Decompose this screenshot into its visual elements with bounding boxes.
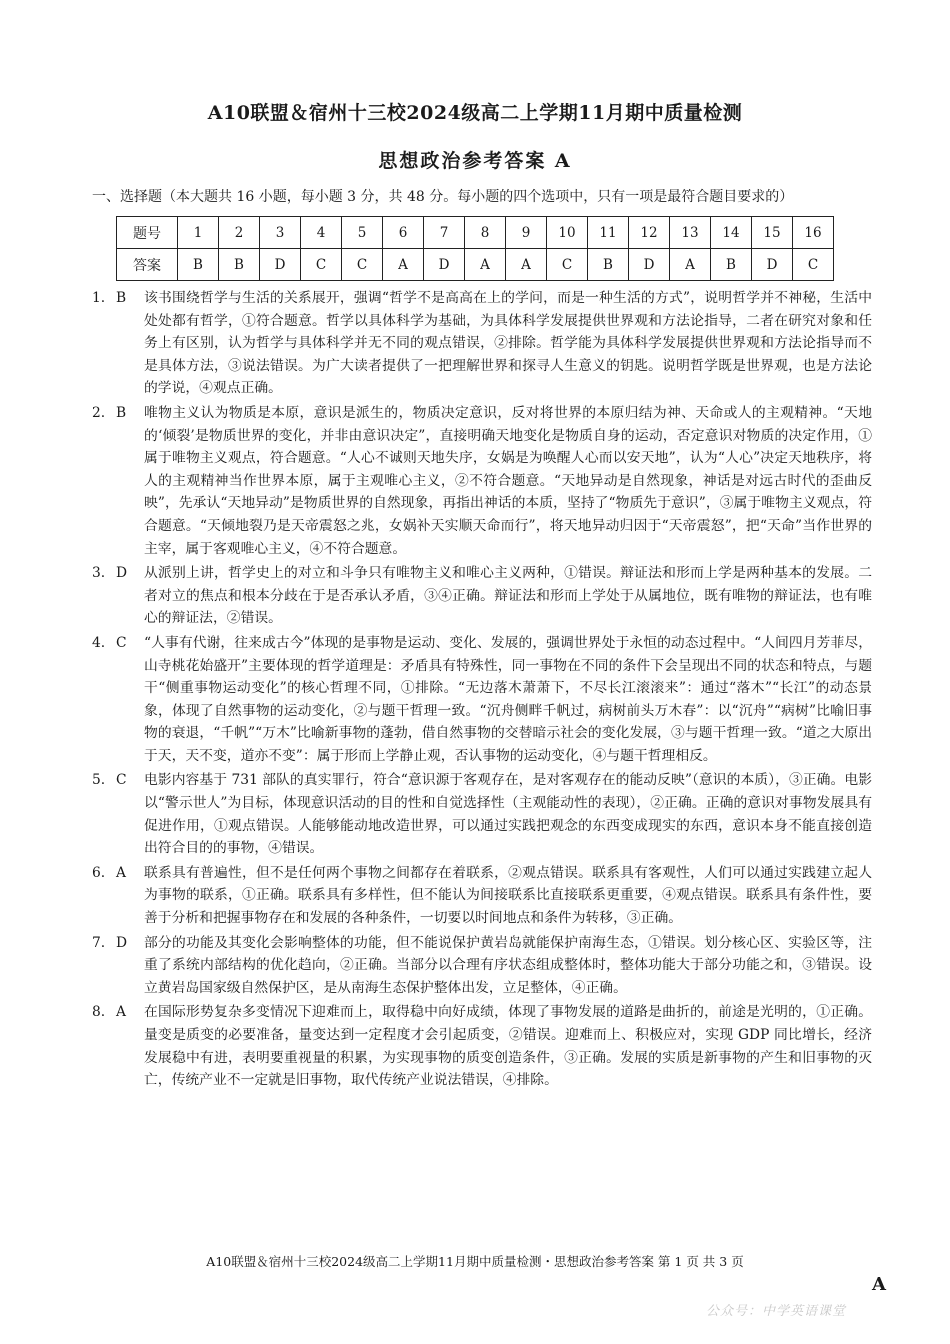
item-number: 4. — [92, 634, 106, 651]
answer-table-answer-row — [117, 249, 834, 281]
question-number-cell: 13 — [670, 217, 711, 249]
explanation-item — [92, 862, 872, 930]
answer-cell: D — [260, 249, 301, 281]
answer-cell: C — [301, 249, 342, 281]
question-number-cell: 12 — [629, 217, 670, 249]
item-number: 6. — [92, 864, 106, 881]
item-explanation-text: 在国际形势复杂多变情况下迎难而上，取得稳中向好成绩，体现了事物发展的道路是曲折的，前途是光明的，①正确。量变是质变的必要准备，量变达到一定程度才会引起质变，②错误。迎难而上、积极应对，实现 GDP 同比增长，经济发展稳中有进，表明要重视量的积累，为实现事物的质变创造条件，③正确。发展的实质是新事物的产生和旧事物的灭亡，传统产业不一定就是旧事物，取代传统产业说法错误，④排除。 — [144, 1004, 872, 1089]
explanation-item — [92, 402, 872, 560]
page-footer: A10联盟＆宿州十三校2024级高二上学期11月期中质量检测・思想政治参考答案 第 1 页 共 3 页 — [206, 1254, 744, 1269]
question-number-cell: 14 — [711, 217, 752, 249]
answer-cell: B — [178, 249, 219, 281]
explanation-list — [92, 287, 872, 1094]
answer-cell: A — [506, 249, 547, 281]
question-number-cell: 2 — [219, 217, 260, 249]
item-answer-key: C — [116, 772, 127, 789]
item-answer-key: B — [116, 290, 127, 306]
item-number: 5. — [92, 772, 106, 789]
document-title: A10联盟＆宿州十三校2024级高二上学期11月期中质量检测 — [207, 102, 743, 124]
item-explanation-text: 电影内容基于 731 部队的真实罪行，符合“意识源于客观存在，是对客观存在的能动反映”（意识的本质），③正确。电影以“警示世人”为目标，体现意识活动的目的性和自觉选择性（主观能动性的表现），②正确。正确的意识对事物发展具有促进作用，①观点错误。人能够能动地改造世界，可以通过实践把观念的东西变成现实的东西，意识本身不能直接创造出符合目的的事物，④错误。 — [144, 772, 872, 857]
explanation-item — [92, 932, 872, 1000]
item-answer-key: D — [116, 934, 128, 951]
answer-cell: B — [588, 249, 629, 281]
item-answer-key: D — [116, 565, 128, 582]
explanation-item — [92, 562, 872, 630]
version-mark: A — [872, 1274, 886, 1295]
answer-cell: A — [670, 249, 711, 281]
item-number: 3. — [92, 565, 106, 582]
question-number-cell: 8 — [465, 217, 506, 249]
answer-cell: A — [383, 249, 424, 281]
item-answer-key: A — [116, 1004, 126, 1021]
question-number-cell: 7 — [424, 217, 465, 249]
answer-cell: C — [547, 249, 588, 281]
explanation-item — [92, 769, 872, 859]
item-explanation-text: “人事有代谢，往来成古今”体现的是事物是运动、变化、发展的，强调世界处于永恒的动态过程中。“人间四月芳菲尽，山寺桃花始盛开”主要体现的哲学道理是：矛盾具有特殊性，同一事物在不同的条件下会呈现出不同的状态和特点，与题干“侧重事物运动变化”的核心哲理不同，①排除。“无边落木萧萧下，不尽长江滚滚来”：通过“落木”“长江”的动态景象，体现了自然事物的运动变化，②与题干哲理一致。“沉舟侧畔千帆过，病树前头万木春”：以“沉舟”“病树”比喻旧事物的衰退，“千帆”“万木”比喻新事物的蓬勃，借自然事物的交替暗示社会的变化发展，③与题干哲理一致。“道之大原出于天，天不变，道亦不变”：属于形而上学静止观，否认事物的运动变化，④与题干哲理相反。 — [144, 634, 872, 764]
answer-cell: D — [629, 249, 670, 281]
document-subtitle: 思想政治参考答案 A — [378, 150, 572, 172]
answer-cell: C — [342, 249, 383, 281]
answer-table — [116, 216, 834, 281]
question-number-cell: 3 — [260, 217, 301, 249]
answer-cell: B — [711, 249, 752, 281]
watermark: 公众号：中学英语课堂 — [706, 1304, 847, 1319]
row-label-number: 题号 — [117, 217, 178, 249]
item-explanation-text: 唯物主义认为物质是本原，意识是派生的，物质决定意识，反对将世界的本原归结为神、天命或人的主观精神。“天地的‘倾裂’是物质世界的变化，并非由意识决定”，直接明确天地变化是物质自身的运动，否定意识对物质的决定作用，①属于唯物主义观点，符合题意。“人心不诚则天地失序，女娲是为唤醒人心而以安天地”，认为“人心”决定天地秩序，将人的主观精神当作世界本原，属于主观唯心主义，②不符合题意。“天地异动是自然现象，神话是对远古时代的歪曲反映”，先承认“天地异动”是物质世界的自然现象，再指出神话的本质，坚持了“物质先于意识”，③属于唯物主义观点，符合题意。“天倾地裂乃是天帝震怒之兆，女娲补天实顺天命而行”，将天地异动归因于“天帝震怒”，把“天命”当作世界的主宰，属于客观唯心主义，④不符合题意。 — [144, 404, 872, 557]
answer-table-number-row — [117, 217, 834, 249]
explanation-item — [92, 1001, 872, 1091]
answer-cell: D — [424, 249, 465, 281]
section-heading: 一、选择题（本大题共 16 小题，每小题 3 分，共 48 分。每小题的四个选项中，只有一项是最符合题目要求的） — [92, 189, 794, 205]
item-answer-key: A — [116, 864, 126, 881]
question-number-cell: 9 — [506, 217, 547, 249]
answer-cell: A — [465, 249, 506, 281]
answer-cell: D — [752, 249, 793, 281]
item-answer-key: C — [116, 634, 127, 651]
question-number-cell: 16 — [793, 217, 834, 249]
item-number: 2. — [92, 404, 106, 421]
question-number-cell: 15 — [752, 217, 793, 249]
item-number: 7. — [92, 934, 106, 951]
explanation-item — [92, 287, 872, 400]
item-explanation-text: 从派别上讲，哲学史上的对立和斗争只有唯物主义和唯心主义两种，①错误。辩证法和形而上学是两种基本的发展。二者对立的焦点和根本分歧在于是否承认矛盾，③④正确。辩证法和形而上学处于从属地位，既有唯物的辩证法，也有唯心的辩证法，②错误。 — [144, 565, 872, 627]
question-number-cell: 6 — [383, 217, 424, 249]
item-explanation-text: 部分的功能及其变化会影响整体的功能，但不能说保护黄岩岛就能保护南海生态，①错误。划分核心区、实验区等，注重了系统内部结构的优化趋向，②正确。当部分以合理有序状态组成整体时，整体功能大于部分功能之和，③错误。设立黄岩岛国家级自然保护区，是从南海生态保护整体出发，立足整体，④正确。 — [144, 934, 872, 996]
row-label-answer: 答案 — [117, 249, 178, 281]
item-explanation-text: 该书围绕哲学与生活的关系展开，强调“哲学不是高高在上的学问，而是一种生活的方式”，说明哲学并不神秘，生活中处处都有哲学，①符合题意。哲学以具体科学为基础，为具体科学发展提供世界观和方法论指导，二者在研究对象和任务上有区别，认为哲学与具体科学并无不同的观点错误，②排除。哲学能为具体科学发展提供世界观和方法论指导而不是具体方法，③说法错误。为广大读者提供了一把理解世界和探寻人生意义的钥匙。说明哲学既是世界观，也是方法论的学说，④观点正确。 — [144, 290, 872, 397]
answer-cell: C — [793, 249, 834, 281]
question-number-cell: 5 — [342, 217, 383, 249]
question-number-cell: 10 — [547, 217, 588, 249]
item-explanation-text: 联系具有普遍性，但不是任何两个事物之间都存在着联系，②观点错误。联系具有客观性，人们可以通过实践建立起人为事物的联系，①正确。联系具有多样性，但不能认为间接联系比直接联系更重要，④观点错误。联系具有条件性，要善于分析和把握事物存在和发展的各种条件，一切要以时间地点和条件为转移，③正确。 — [144, 864, 872, 927]
item-number: 1. — [92, 290, 106, 306]
item-number: 8. — [92, 1004, 106, 1021]
question-number-cell: 1 — [178, 217, 219, 249]
question-number-cell: 11 — [588, 217, 629, 249]
explanation-item — [92, 632, 872, 768]
answer-cell: B — [219, 249, 260, 281]
item-answer-key: B — [116, 404, 127, 421]
question-number-cell: 4 — [301, 217, 342, 249]
